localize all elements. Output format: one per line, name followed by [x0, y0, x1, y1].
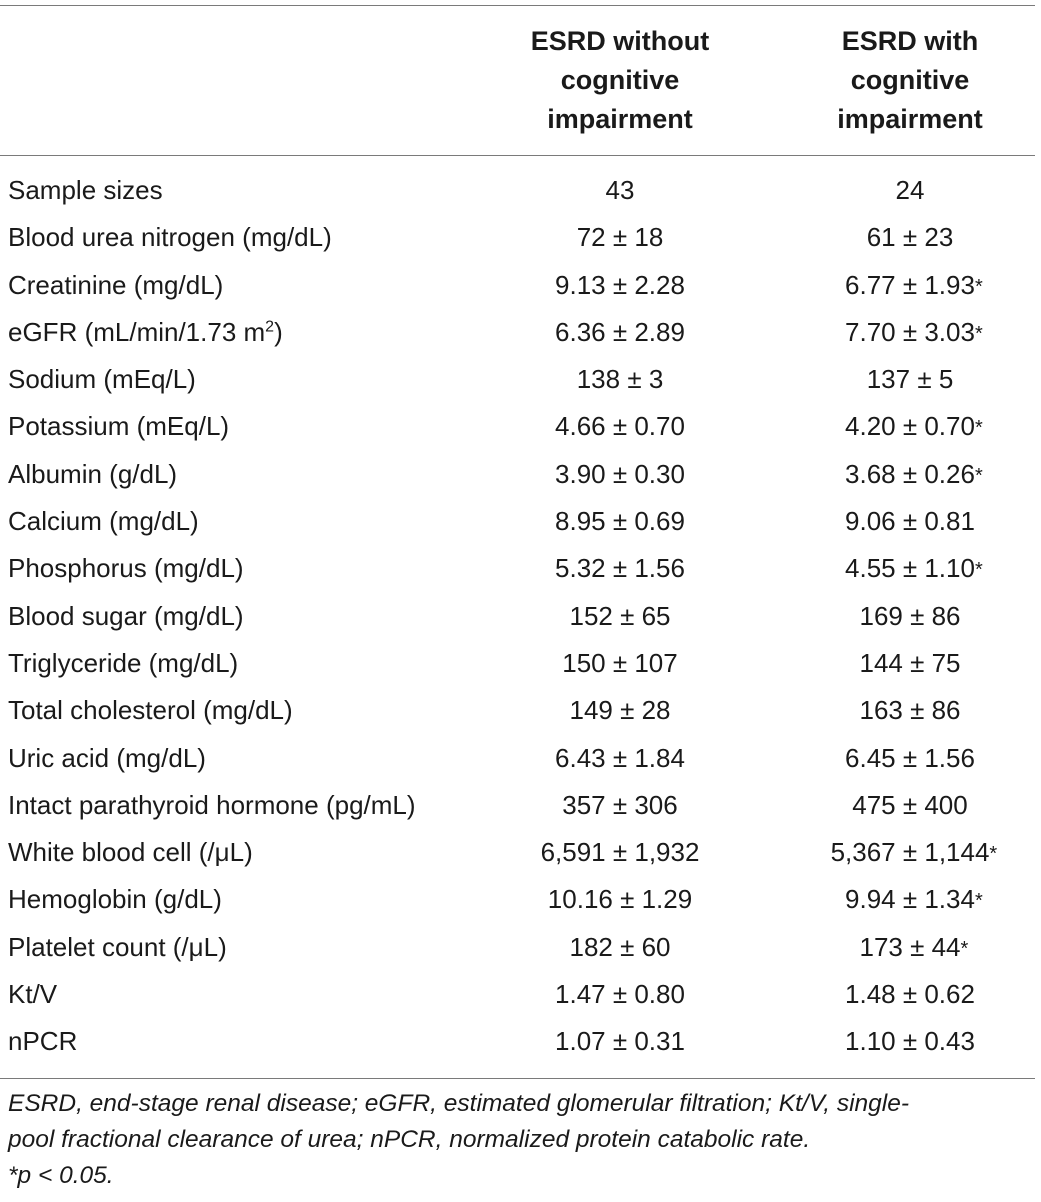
- footnote-line: pool fractional clearance of urea; nPCR, normalized protein catabolic rate.: [8, 1126, 811, 1153]
- table-row: [0, 498, 1035, 545]
- value-with-ci: [780, 545, 1040, 592]
- table-row: [0, 829, 1035, 876]
- header-line: impairment: [837, 104, 983, 134]
- table-row: [0, 876, 1035, 923]
- row-label: [8, 687, 293, 734]
- value-without-ci: 72 ± 18: [576, 222, 664, 253]
- value-text: 6.77 ± 1.93: [845, 269, 975, 300]
- table-row: [0, 735, 1035, 782]
- column-header-with-ci: [780, 22, 1040, 139]
- value-with-ci-text: [859, 601, 960, 631]
- value-without-ci: 9.13 ± 2.28: [555, 269, 685, 300]
- value-without-ci: 138 ± 3: [576, 364, 664, 395]
- row-label-text: Sample sizes: [8, 175, 163, 205]
- value-text: 169 ± 86: [859, 600, 961, 631]
- value-with-ci-text: [859, 648, 960, 678]
- significance-marker: *: [960, 937, 969, 960]
- row-label-text: Platelet count (/μL): [8, 931, 227, 962]
- value-with-ci: [780, 971, 1040, 1018]
- value-without-ci: 5.32 ± 1.56: [555, 553, 685, 584]
- row-label: [8, 829, 253, 876]
- value-with-ci-text: [852, 790, 967, 820]
- row-label-text: Hemoglobin (g/dL): [8, 884, 222, 915]
- table-row: [0, 403, 1035, 450]
- value-with-ci-text: [867, 222, 954, 252]
- value-with-ci: [780, 167, 1040, 214]
- row-label-text: Uric acid (mg/dL): [8, 742, 206, 773]
- value-without-ci: 6.43 ± 1.84: [555, 742, 685, 773]
- value-with-ci: [780, 924, 1040, 971]
- value-without-ci: 4.66 ± 0.70: [555, 411, 685, 442]
- header-line: cognitive: [560, 65, 680, 95]
- value-text: 137 ± 5: [866, 364, 954, 395]
- value-without-ci: 152 ± 65: [569, 600, 671, 631]
- value-without-ci: 1.07 ± 0.31: [555, 1026, 685, 1057]
- value-without-ci: 43: [605, 175, 635, 205]
- row-label: [8, 167, 163, 214]
- row-label: [8, 356, 196, 403]
- header-rule: [0, 155, 1035, 156]
- footer-rule: [0, 1078, 1035, 1079]
- row-label-text: Calcium (mg/dL): [8, 506, 199, 537]
- value-with-ci: [780, 1018, 1040, 1065]
- value-without-ci: 182 ± 60: [569, 931, 671, 962]
- significance-marker: *: [974, 890, 983, 913]
- value-with-ci-text: [845, 411, 983, 442]
- significance-marker: *: [989, 843, 998, 866]
- row-label-text: Albumin (g/dL): [8, 458, 178, 489]
- table-row: [0, 356, 1035, 403]
- header-line: ESRD with: [841, 26, 979, 56]
- row-label: [8, 309, 283, 356]
- row-label-text: Kt/V: [8, 979, 58, 1010]
- table-row: [0, 262, 1035, 309]
- table-row: [0, 214, 1035, 261]
- value-with-ci-text: [845, 1026, 975, 1056]
- table-row: [0, 640, 1035, 687]
- top-rule: [0, 5, 1035, 6]
- value-with-ci-text: [845, 269, 983, 300]
- row-label: [8, 498, 199, 545]
- significance-marker: *: [974, 464, 983, 487]
- row-label: [8, 876, 222, 923]
- value-with-ci: [780, 687, 1040, 734]
- row-label: [8, 593, 244, 640]
- value-with-ci-text: [830, 837, 998, 868]
- row-label-text: Phosphorus (mg/dL): [8, 553, 244, 584]
- table-row: [0, 451, 1035, 498]
- row-label: [8, 640, 238, 687]
- value-with-ci: [780, 876, 1040, 923]
- value-without-ci: 150 ± 107: [562, 647, 678, 678]
- row-label-suffix: ): [274, 316, 283, 347]
- value-with-ci-text: [845, 316, 983, 347]
- value-without-ci: 10.16 ± 1.29: [547, 884, 693, 915]
- value-without-ci: 6.36 ± 2.89: [555, 316, 685, 347]
- value-with-ci-text: [845, 553, 983, 584]
- value-with-ci: [780, 593, 1040, 640]
- row-label: [8, 735, 206, 782]
- value-with-ci: [780, 451, 1040, 498]
- row-label-text: Sodium (mEq/L): [8, 364, 196, 395]
- value-without-ci: 357 ± 306: [562, 789, 678, 820]
- value-text: 475 ± 400: [852, 789, 968, 820]
- value-with-ci: [780, 735, 1040, 782]
- value-with-ci: [780, 640, 1040, 687]
- value-with-ci-text: [896, 175, 925, 205]
- row-label-text: Intact parathyroid hormone (pg/mL): [8, 789, 416, 820]
- row-label: [8, 214, 332, 261]
- value-with-ci: [780, 214, 1040, 261]
- value-text: 144 ± 75: [859, 647, 961, 678]
- row-label-text: Potassium (mEq/L): [8, 411, 230, 442]
- row-label-text: nPCR: [8, 1026, 78, 1057]
- column-header-without-ci: [490, 22, 750, 139]
- value-text: 9.06 ± 0.81: [845, 506, 975, 537]
- row-label: [8, 262, 223, 309]
- value-with-ci: [780, 262, 1040, 309]
- value-with-ci-text: [859, 931, 969, 962]
- header-line: ESRD without: [530, 26, 710, 56]
- row-label-text: Blood sugar (mg/dL): [8, 600, 244, 631]
- table-footnote: [8, 1086, 1033, 1194]
- value-text: 24: [895, 175, 925, 205]
- row-label: [8, 545, 244, 592]
- row-label-superscript: 2: [265, 318, 275, 336]
- row-label: [8, 924, 227, 971]
- value-with-ci-text: [859, 695, 960, 725]
- value-with-ci-text: [845, 506, 975, 536]
- value-text: 3.68 ± 0.26: [845, 458, 975, 489]
- table-row: [0, 687, 1035, 734]
- value-with-ci-text: [845, 743, 975, 773]
- value-text: 5,367 ± 1,144: [830, 837, 990, 868]
- table-row: [0, 782, 1035, 829]
- row-label-text: Blood urea nitrogen (mg/dL): [8, 222, 332, 253]
- row-label: [8, 782, 416, 829]
- value-with-ci-text: [845, 979, 975, 1009]
- header-line: impairment: [547, 104, 693, 134]
- value-with-ci-text: [845, 884, 983, 915]
- value-without-ci: 3.90 ± 0.30: [555, 458, 685, 489]
- footnote-line: ESRD, end-stage renal disease; eGFR, estimated glomerular filtration; Kt/V, single-: [8, 1090, 909, 1117]
- value-text: 9.94 ± 1.34: [845, 884, 975, 915]
- significance-marker: *: [974, 559, 983, 582]
- value-without-ci: 1.47 ± 0.80: [555, 979, 685, 1010]
- table-row: [0, 1018, 1035, 1065]
- table-row: [0, 971, 1035, 1018]
- value-text: 1.48 ± 0.62: [845, 979, 975, 1010]
- footnote-significance: *p < 0.05.: [8, 1162, 114, 1189]
- significance-marker: *: [974, 417, 983, 440]
- row-label: [8, 403, 229, 450]
- significance-marker: *: [974, 322, 983, 345]
- header-line: cognitive: [850, 65, 970, 95]
- value-text: 61 ± 23: [866, 222, 954, 253]
- table-row: [0, 545, 1035, 592]
- value-text: 4.20 ± 0.70: [845, 411, 975, 442]
- row-label: [8, 971, 57, 1018]
- value-text: 6.45 ± 1.56: [845, 742, 975, 773]
- row-label-text: Triglyceride (mg/dL): [8, 647, 239, 678]
- table-row: [0, 167, 1035, 214]
- value-text: 173 ± 44: [859, 931, 961, 962]
- table-body: [0, 167, 1035, 1066]
- value-text: 7.70 ± 3.03: [845, 316, 975, 347]
- value-text: 1.10 ± 0.43: [845, 1026, 975, 1057]
- value-with-ci-text: [845, 458, 983, 489]
- row-label-text: eGFR (mL/min/1.73 m: [8, 316, 266, 347]
- value-text: 163 ± 86: [859, 695, 961, 726]
- value-with-ci: [780, 356, 1040, 403]
- value-with-ci: [780, 309, 1040, 356]
- value-without-ci: 149 ± 28: [569, 695, 671, 726]
- value-without-ci: 6,591 ± 1,932: [540, 837, 700, 868]
- row-label-text: Creatinine (mg/dL): [8, 269, 224, 300]
- table-row: [0, 309, 1035, 356]
- value-text: 4.55 ± 1.10: [845, 553, 975, 584]
- row-label-text: White blood cell (/μL): [8, 837, 253, 868]
- row-label: [8, 451, 177, 498]
- row-label-text: Total cholesterol (mg/dL): [8, 695, 293, 726]
- table-row: [0, 593, 1035, 640]
- row-label: [8, 1018, 77, 1065]
- value-with-ci: [780, 782, 1040, 829]
- value-with-ci: [780, 498, 1040, 545]
- significance-marker: *: [974, 275, 983, 298]
- value-with-ci: [780, 829, 1040, 876]
- value-with-ci: [780, 403, 1040, 450]
- table-row: [0, 924, 1035, 971]
- value-with-ci-text: [867, 364, 954, 394]
- value-without-ci: 8.95 ± 0.69: [555, 506, 685, 537]
